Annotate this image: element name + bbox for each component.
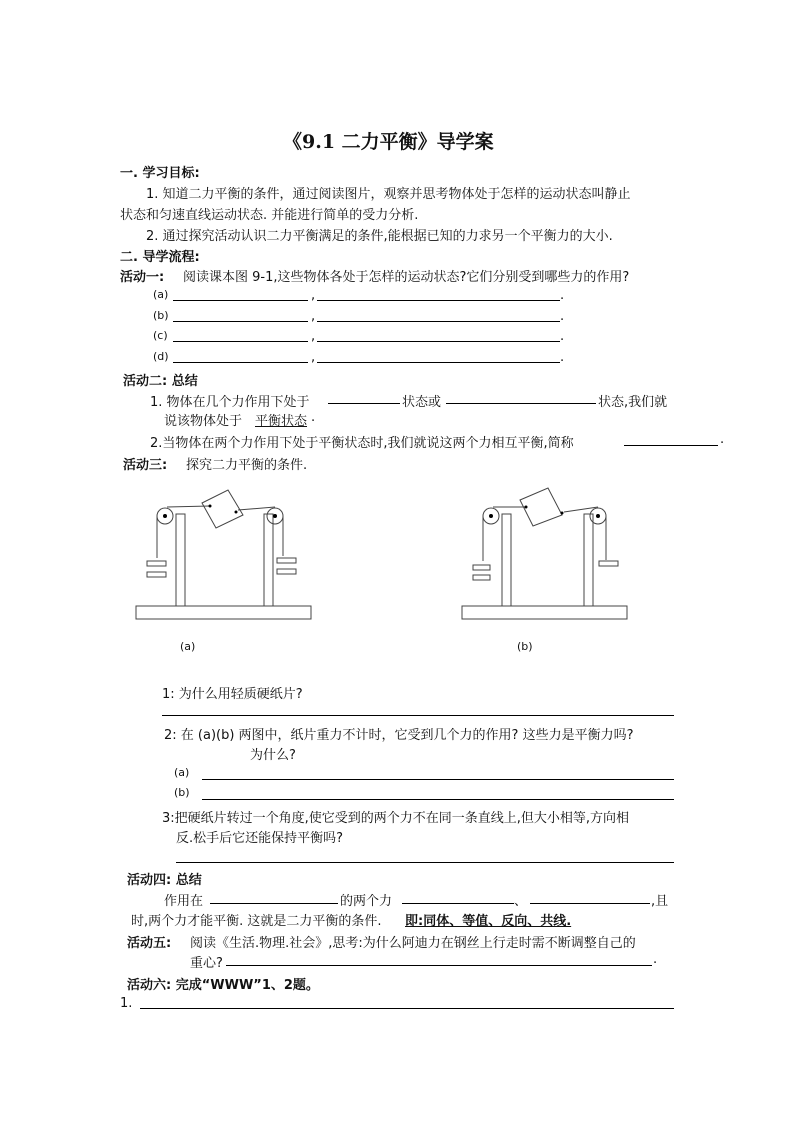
- a1-item-c-blank-2[interactable]: [317, 341, 560, 342]
- a1-item-c-period: .: [560, 329, 565, 344]
- activity-1-label: 活动一:: [120, 270, 165, 285]
- q2-a-label: (a): [174, 766, 190, 779]
- a2-line-2-end: .: [311, 410, 316, 425]
- activity-5-label: 活动五:: [127, 936, 172, 951]
- a1-item-a-blank-1[interactable]: [173, 300, 308, 301]
- question-1: 1: 为什么用轻质硬纸片?: [162, 687, 303, 702]
- objective-1-line-1: 1. 知道二力平衡的条件，通过阅读图片，观察并思考物体处于怎样的运动状态叫静止: [146, 187, 631, 202]
- question-3-line-1: 3:把硬纸片转过一个角度,使它受到的两个力不在同一条直线上,但大小相等,方向相: [162, 811, 630, 826]
- a1-item-a-comma: ,: [311, 288, 316, 303]
- apparatus-figure-b: [456, 486, 646, 626]
- a4-line-1-end: ,且: [651, 894, 669, 909]
- a1-item-b-blank-2[interactable]: [317, 321, 560, 322]
- q2-b-answer-line[interactable]: [202, 799, 674, 800]
- a2-blank-1[interactable]: [328, 403, 400, 404]
- a2-line-1-mid2: 状态,我们就: [598, 395, 668, 410]
- a4-blank-1[interactable]: [210, 903, 338, 904]
- a1-item-a-period: .: [560, 288, 565, 303]
- a2-line-3: 2.当物体在两个力作用下处于平衡状态时,我们就说这两个力相互平衡,简称: [150, 436, 574, 451]
- q2-a-answer-line[interactable]: [202, 779, 674, 780]
- question-2-line-1: 2: 在 (a)(b) 两图中，纸片重力不计时，它受到几个力的作用? 这些力是平衡力吗?: [164, 728, 634, 743]
- question-2-line-2: 为什么?: [250, 748, 296, 763]
- a1-item-d-label: (d): [153, 350, 169, 363]
- a4-blank-3[interactable]: [530, 903, 650, 904]
- a2-line-2-pre: 说该物体处于: [164, 414, 243, 429]
- activity-6-label: 活动六: 完成“WWW”1、2题。: [127, 978, 319, 993]
- a4-line-1-mid: 的两个力: [340, 894, 393, 909]
- activity-2-label: 活动二: 总结: [123, 374, 198, 389]
- a1-item-d-blank-2[interactable]: [317, 362, 560, 363]
- a2-blank-2[interactable]: [446, 403, 596, 404]
- a4-line-1-pre: 作用在: [164, 894, 204, 909]
- answer-1-line[interactable]: [140, 1008, 674, 1009]
- a2-blank-3[interactable]: [624, 445, 718, 446]
- figure-b-caption: (b): [517, 640, 533, 653]
- a2-line-3-end: .: [720, 432, 725, 447]
- a1-item-d-blank-1[interactable]: [173, 362, 308, 363]
- objective-1-line-2: 状态和匀速直线运动状态. 并能进行简单的受力分析.: [120, 208, 419, 223]
- figure-a-caption: (a): [180, 640, 196, 653]
- a5-answer-line[interactable]: [226, 965, 652, 966]
- a1-item-a-blank-2[interactable]: [317, 300, 560, 301]
- activity-1-text: 阅读课本图 9-1,这些物体各处于怎样的运动状态?它们分别受到哪些力的作用?: [183, 270, 630, 285]
- activity-3-text: 探究二力平衡的条件.: [186, 458, 308, 473]
- a1-item-d-period: .: [560, 350, 565, 365]
- a1-item-c-comma: ,: [311, 329, 316, 344]
- activity-3-label: 活动三:: [123, 458, 168, 473]
- objective-2: 2. 通过探究活动认识二力平衡满足的条件,能根据已知的力求另一个平衡力的大小.: [146, 229, 613, 244]
- a2-line-1-pre: 1. 物体在几个力作用下处于: [150, 395, 310, 410]
- answer-1-label: 1.: [120, 996, 133, 1011]
- activity-4-label: 活动四: 总结: [127, 873, 202, 888]
- a4-line-2-pre: 时,两个力才能平衡. 这就是二力平衡的条件.: [131, 914, 382, 929]
- a5-line-1: 阅读《生活.物理.社会》,思考:为什么阿迪力在钢丝上行走时需不断调整自己的: [190, 936, 636, 951]
- a5-line-2: 重心?: [190, 956, 223, 971]
- q1-answer-line[interactable]: [162, 715, 674, 716]
- a1-item-b-label: (b): [153, 309, 169, 322]
- a1-item-a-label: (a): [153, 288, 169, 301]
- a1-item-c-label: (c): [153, 329, 168, 342]
- a4-blank-2[interactable]: [402, 903, 514, 904]
- a1-item-b-period: .: [560, 309, 565, 324]
- a4-line-1-dot: 、: [514, 894, 528, 909]
- a5-end: .: [653, 952, 658, 967]
- a1-item-b-blank-1[interactable]: [173, 321, 308, 322]
- a1-item-c-blank-1[interactable]: [173, 341, 308, 342]
- section-heading-objectives: 一. 学习目标:: [120, 166, 200, 181]
- a1-item-d-comma: ,: [311, 350, 316, 365]
- question-3-line-2: 反.松手后它还能保持平衡吗?: [176, 831, 344, 846]
- a2-term-equilibrium: 平衡状态: [255, 414, 308, 429]
- a2-line-1-mid1: 状态或: [402, 395, 442, 410]
- section-heading-process: 二. 导学流程:: [120, 250, 200, 265]
- apparatus-figure-a: [130, 486, 320, 626]
- page-title: 《9.1 二力平衡》导学案: [283, 131, 494, 153]
- q3-answer-line[interactable]: [176, 862, 674, 863]
- q2-b-label: (b): [174, 786, 190, 799]
- a1-item-b-comma: ,: [311, 309, 316, 324]
- a4-key-conditions: 即:同体、等值、反向、共线.: [405, 914, 572, 929]
